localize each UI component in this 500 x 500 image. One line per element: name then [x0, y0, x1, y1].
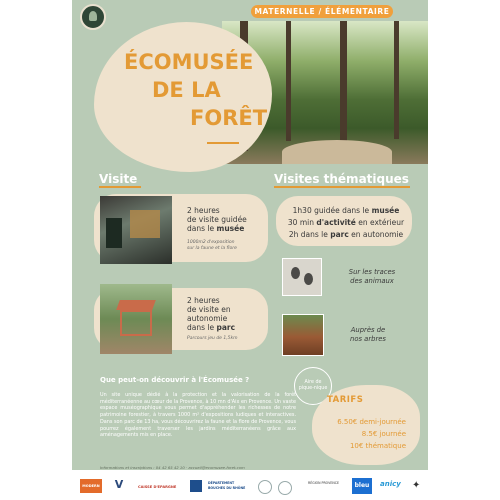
sponsor-icon [190, 480, 202, 492]
visite-heading: Visite [99, 172, 138, 186]
picnic-label: Aire de pique-nique [298, 380, 328, 391]
visite-2-note: Parcours jeu de 1,5km [187, 336, 238, 341]
park-photo [100, 284, 172, 354]
programme-item: 30 min d'activité en extérieur [287, 218, 405, 227]
contact-info: Informations et inscriptions : 04 42 65 42 10 · accueil@ecomusee-foret.com [100, 465, 245, 470]
tarif-item: 10€ thématique [349, 442, 406, 450]
sponsor-logo: CAISSE D'EPARGNE [138, 485, 177, 489]
title-underline [207, 142, 239, 144]
discover-question: Que peut-on découvrir à l'Écomusée ? [100, 376, 250, 384]
programme-item: 1h30 guidée dans le musée [292, 206, 400, 215]
sponsor-icon [258, 480, 272, 494]
animal-tracks-photo [282, 258, 322, 296]
sponsor-bar [72, 470, 428, 500]
discover-paragraph: Un site unique dédié à la protection et la valorisation de la forêt méditerranéenne au cœur de la Provence, à 10 mn d'Aix en Provence. Un vaste espace muséographique vous permet d'appréhender les richesses de notre patrimoine forestier, à travers 1000 m² d'expositions ludiques et interactives. Dans son parc de 13 ha, vous découvrirez la faune et la flore de Provence, vous pourrez également traverser les jardins méditerranéens grâce aux aménagements mis en place. [100, 392, 296, 439]
sponsor-logo: bleu [352, 478, 372, 494]
tarif-item: 6.50€ demi-journée [337, 418, 406, 426]
sponsor-logo: anicy [380, 480, 401, 488]
theme-arbres: Auprès de nos arbres [350, 326, 386, 343]
title-line-1: ÉCOMUSÉE [124, 50, 254, 74]
sponsor-logo: MODERN [80, 479, 102, 493]
museum-photo [100, 196, 172, 264]
thematiques-heading: Visites thématiques [274, 172, 409, 186]
tree-photo [282, 314, 324, 356]
title-line-2: DE LA [152, 78, 221, 102]
sponsor-icon: ✦ [412, 480, 421, 491]
sponsor-logo: RÉGION PROVENCE [308, 481, 339, 485]
programme-list [284, 205, 408, 241]
programme-item: 2h dans le parc en autonomie [288, 230, 404, 239]
title-line-3: FORÊT [190, 106, 268, 130]
theme-traces: Sur les traces des animaux [348, 268, 396, 285]
ecomusee-logo [80, 4, 106, 30]
tarif-item: 8.5€ journée [361, 430, 406, 438]
visite-1-text: 2 heures de visite guidée dans le musée [187, 206, 247, 233]
visite-underline [99, 186, 141, 188]
poster [72, 0, 428, 500]
tarifs-heading: TARIFS [327, 395, 364, 405]
thematiques-underline [274, 186, 410, 188]
level-badge: MATERNELLE / ÉLÉMENTAIRE [251, 5, 393, 18]
visite-2-text: 2 heures de visite en autonomie dans le parc [187, 296, 236, 332]
page-title [102, 48, 272, 132]
sponsor-logo: DÉPARTEMENT BOUCHES DU RHÔNE [208, 481, 246, 490]
sponsor-logo: V [114, 478, 124, 491]
visite-1-note: 1000m2 d'exposition sur la faune et la flore [187, 240, 237, 251]
sponsor-icon [278, 481, 292, 495]
